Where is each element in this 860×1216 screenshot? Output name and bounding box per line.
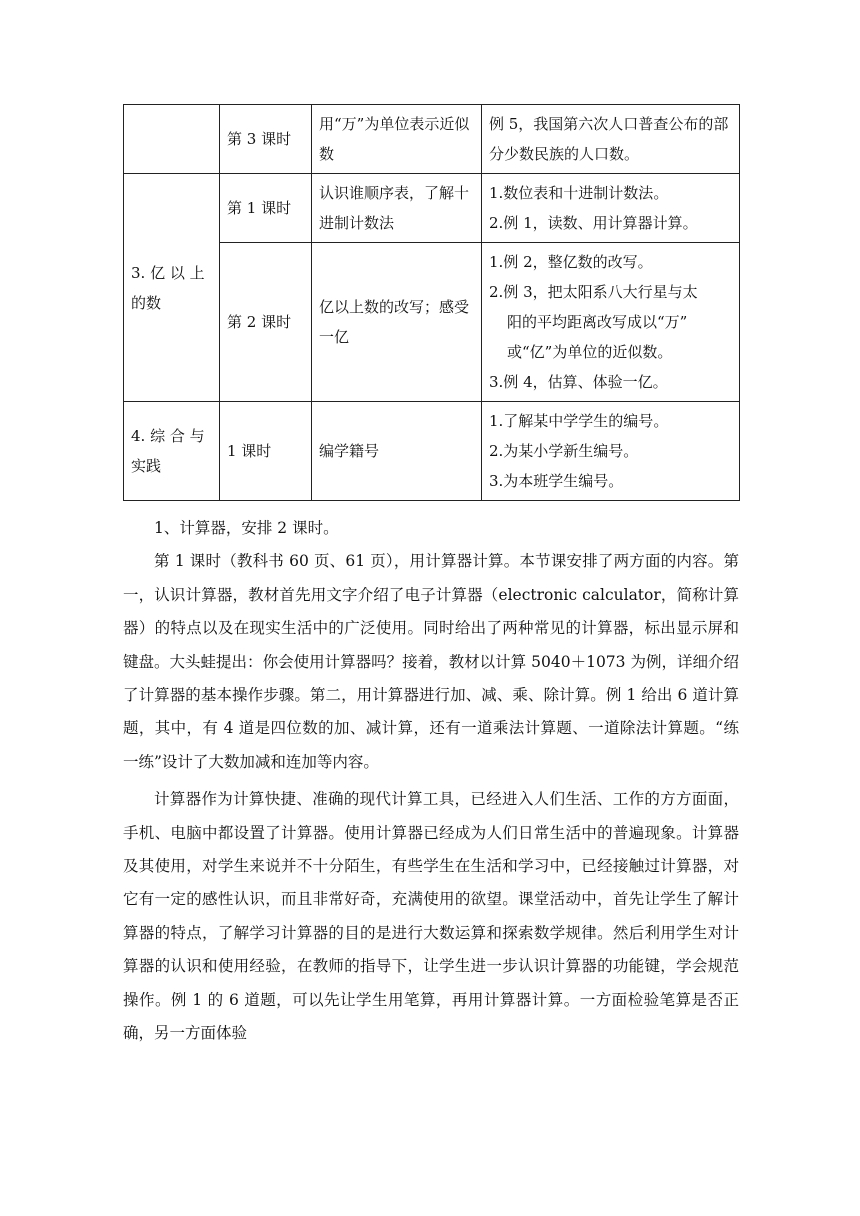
example-item: 2.例 3，把太阳系八大行星与太 <box>489 283 698 301</box>
example-item: 或“亿”为单位的近似数。 <box>507 343 673 361</box>
paragraph: 第 1 课时（教科书 60 页、61 页），用计算器计算。本节课安排了两方面的内容。第一，认识计算器，教材首先用文字介绍了电子计算器（electronic calculator，简称计算器）的特点以及在现实生活中的广泛使用。同时给出了两种常见的计算器，标出显示屏和键盘。大头蛙提出：你会使用计算器吗？接着，教材以计算 5040＋1073 为例，详细介绍了计算器的基本操作步骤。第二，用计算器进行加、减、乘、除计算。例 1 给出 6 道计算题，其中，有 4 道是四位数的加、减计算，还有一道乘法计算题、一道除法计算题。“练一练”设计了大数加减和连加等内容。 <box>123 552 739 771</box>
example-item: 3.为本班学生编号。 <box>489 472 624 490</box>
lesson-cell: 第 2 课时 <box>220 243 312 402</box>
content-cell: 编学籍号 <box>312 402 482 501</box>
example-item: 2.例 1，读数、用计算器计算。 <box>489 214 698 232</box>
content-cell: 用“万”为单位表示近似数 <box>312 105 482 174</box>
example-item: 2.为某小学新生编号。 <box>489 442 639 460</box>
lesson-cell: 第 1 课时 <box>220 174 312 243</box>
body-text <box>123 512 739 1051</box>
unit-cell <box>124 105 220 174</box>
example-item: 1.了解某中学学生的编号。 <box>489 412 669 430</box>
lesson-schedule-table <box>123 104 740 501</box>
content-cell: 认识谁顺序表，了解十进制计数法 <box>312 174 482 243</box>
lesson-cell: 第 3 课时 <box>220 105 312 174</box>
table-row <box>124 105 740 174</box>
examples-cell <box>482 243 740 402</box>
unit-cell: 3. 亿 以 上的数 <box>124 174 220 402</box>
section-heading: 1、计算器，安排 2 课时。 <box>154 519 339 537</box>
unit-cell: 4. 综 合 与实践 <box>124 402 220 501</box>
example-item: 例 5，我国第六次人口普查公布的部分少数民族的人口数。 <box>489 115 729 163</box>
examples-cell <box>482 105 740 174</box>
lesson-cell: 1 课时 <box>220 402 312 501</box>
content-cell: 亿以上数的改写；感受一亿 <box>312 243 482 402</box>
paragraph: 计算器作为计算快捷、准确的现代计算工具，已经进入人们生活、工作的方方面面，手机、电脑中都设置了计算器。使用计算器已经成为人们日常生活中的普遍现象。计算器及其使用，对学生来说并不十分陌生，有些学生在生活和学习中，已经接触过计算器，对它有一定的感性认识，而且非常好奇，充满使用的欲望。课堂活动中，首先让学生了解计算器的特点，了解学习计算器的目的是进行大数运算和探索数学规律。然后利用学生对计算器的认识和使用经验，在教师的指导下，让学生进一步认识计算器的功能键，学会规范操作。例 1 的 6 道题，可以先让学生用笔算，再用计算器计算。一方面检验笔算是否正确，另一方面体验 <box>123 790 739 1043</box>
example-item: 1.例 2，整亿数的改写。 <box>489 253 653 271</box>
example-item: 阳的平均距离改写成以“万” <box>507 313 688 331</box>
example-item: 3.例 4，估算、体验一亿。 <box>489 373 668 391</box>
table-row <box>124 174 740 243</box>
example-item: 1.数位表和十进制计数法。 <box>489 184 669 202</box>
table-row <box>124 402 740 501</box>
examples-cell <box>482 402 740 501</box>
examples-cell <box>482 174 740 243</box>
